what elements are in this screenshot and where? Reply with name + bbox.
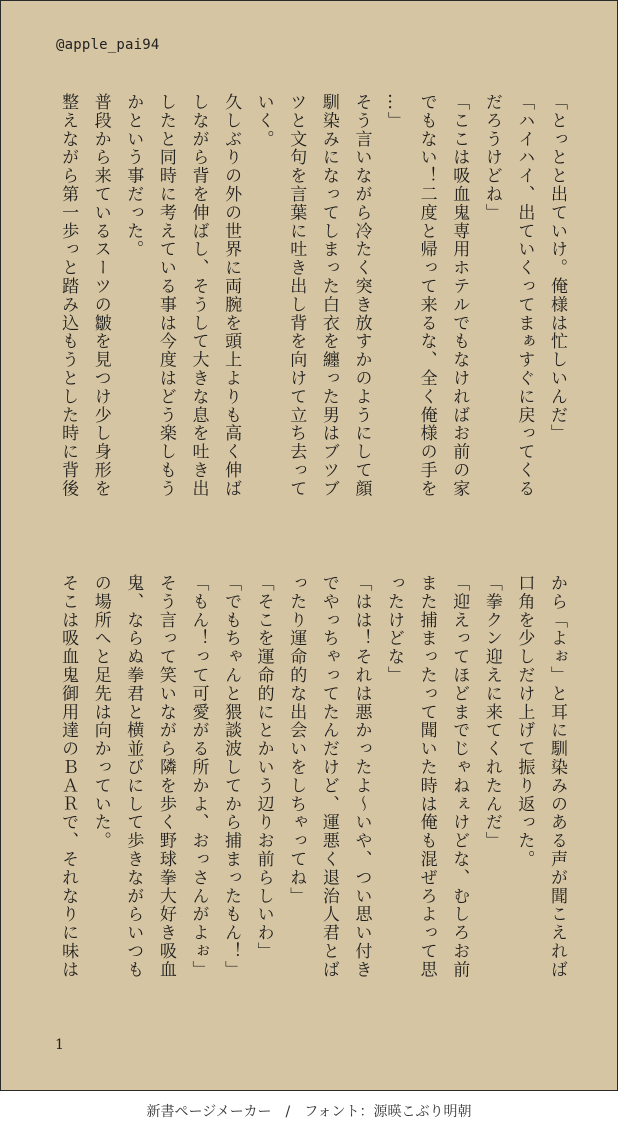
text-column: 「はは！それは悪かったよ～いや、つい思い付き [351,574,372,979]
footer-credit: 新書ページメーカー / フォント：源暎こぶり明朝 [146,1104,472,1120]
text-column: 整えながら第一歩っと踏み込もうとした時に背後 [58,93,79,498]
text-column: 「でもちゃんと猥談波してから捕まったもん！」 [221,574,242,979]
page-number: 1 [55,1037,64,1053]
text-column: だろうけどね」 [481,93,502,222]
text-column: の場所へと足先は向かっていた。 [90,574,111,850]
text-column: 口角を少しだけ上げて振り返った。 [514,574,535,869]
text-column: 「そこを運命的にとかいう辺りお前らしいわ」 [253,574,274,961]
text-column: そう言いながら冷たく突き放すかのようにして顔 [351,93,372,498]
text-column: から「よぉ」と耳に馴染みのある声が聞こえれば [547,574,567,979]
text-column: 鬼、ならぬ拳君と横並びにして歩きながらいつも [123,574,144,979]
text-column: また捕まったって聞いた時は俺も混ぜろよって思 [416,574,437,979]
text-column: かという事だった。 [123,93,144,259]
text-column: 「ハイハイ、出ていくってまぁすぐに戻ってくる [514,93,535,498]
text-column: 「ここは吸血鬼専用ホテルでもなければお前の家 [449,93,470,498]
text-column: でやっちゃってたんだけど、運悪く退治人君とば [318,574,339,979]
text-column: …」 [384,93,405,130]
text-block-upper [53,93,573,533]
text-column: ツと文句を言葉に吐き出し背を向けて立ち去って [286,93,307,498]
text-block-lower [53,574,573,1014]
text-column: そう言って笑いながら隣を歩く野球拳大好き吸血 [155,574,176,979]
text-column: でもない！二度と帰って来るな、全く俺様の手を [416,93,437,498]
author-handle: @apple_pai94 [56,37,160,53]
text-column: 「とっとと出ていけ。俺様は忙しいんだ」 [547,93,567,443]
text-column: 普段から来ているスーツの皺を見つけ少し身形を [90,93,111,498]
text-column: しながら背を伸ばし、そうして大きな息を吐き出 [188,93,209,498]
text-column: 「拳クン迎えに来てくれたんだ」 [481,574,502,850]
text-column: 「もん！って可愛がる所かよ、おっさんがよぉ」 [188,574,209,979]
text-column: 「迎えってほどまでじゃねぇけどな、むしろお前 [449,574,470,979]
text-column: いく。 [253,93,274,149]
text-column: ったり運命的な出会いをしちゃってね」 [286,574,307,906]
text-column: そこは吸血鬼御用達のＢＡＲで、それなりに味は [58,574,79,979]
text-column: 馴染みになってしまった白衣を纏った男はブツブ [318,93,339,498]
text-column: したと同時に考えている事は今度はどう楽しもう [155,93,176,498]
text-column: 久しぶりの外の世界に両腕を頭上よりも高く伸ば [221,93,242,498]
text-column: ったけどな」 [384,574,405,685]
